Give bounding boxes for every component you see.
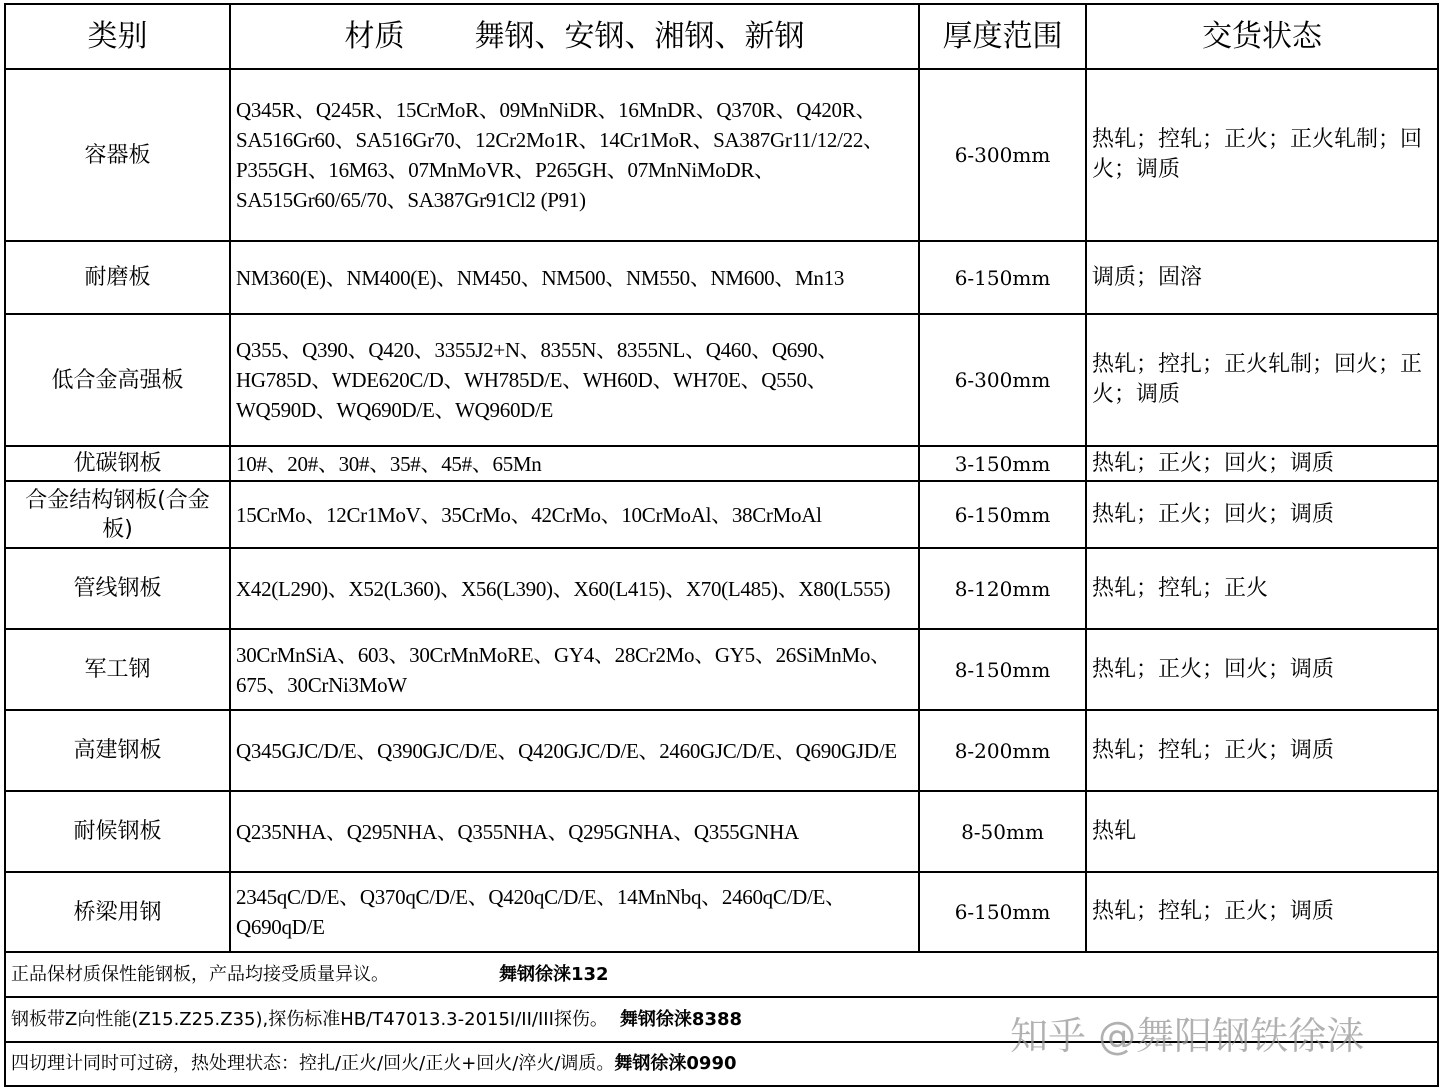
table-row — [5, 548, 1438, 629]
footer-signature: 舞钢徐涞132 — [499, 963, 609, 985]
thickness-cell: 8-120mm — [919, 548, 1086, 629]
header-mills: 舞钢、安钢、湘钢、新钢 — [474, 18, 805, 54]
category-cell: 军工钢 — [5, 629, 230, 710]
table-row — [5, 446, 1438, 481]
materials-cell: NM360(E)、NM400(E)、NM450、NM500、NM550、NM600、Mn13 — [230, 241, 919, 314]
thickness-cell: 6-150mm — [919, 872, 1086, 952]
category-cell: 合金结构钢板(合金板) — [5, 481, 230, 548]
category-cell: 容器板 — [5, 69, 230, 241]
delivery-cell: 热轧；控轧；正火；调质 — [1086, 872, 1438, 952]
footer-row — [5, 952, 1438, 997]
table-row — [5, 629, 1438, 710]
header-material — [230, 4, 919, 69]
category-cell: 耐候钢板 — [5, 791, 230, 872]
materials-cell: Q235NHA、Q295NHA、Q355NHA、Q295GNHA、Q355GNHA — [230, 791, 919, 872]
materials-cell: Q345GJC/D/E、Q390GJC/D/E、Q420GJC/D/E、2460GJC/D/E、Q690GJD/E — [230, 710, 919, 791]
thickness-cell: 6-150mm — [919, 241, 1086, 314]
header-thickness: 厚度范围 — [919, 4, 1086, 69]
footer-text: 四切理计同时可过磅，热处理状态：控扎/正火/回火/正火+回火/淬火/调质。 — [11, 1053, 615, 1074]
materials-cell: Q345R、Q245R、15CrMoR、09MnNiDR、16MnDR、Q370R、Q420R、SA516Gr60、SA516Gr70、12Cr2Mo1R、14Cr1MoR、SA387Gr11/12/22、P355GH、16M63、07MnMoVR、P265GH、07MnNiMoDR、SA515Gr60/65/70、SA387Gr91Cl2 (P91) — [230, 69, 919, 241]
category-cell: 管线钢板 — [5, 548, 230, 629]
footer-signature: 舞钢徐涞0990 — [614, 1053, 737, 1074]
materials-cell: 15CrMo、12Cr1MoV、35CrMo、42CrMo、10CrMoAl、38CrMoAl — [230, 481, 919, 548]
materials-cell: 30CrMnSiA、603、30CrMnMoRE、GY4、28Cr2Mo、GY5、26SiMnMo、675、30CrNi3MoW — [230, 629, 919, 710]
table-row — [5, 791, 1438, 872]
footer-text: 钢板带Z向性能(Z15.Z25.Z35),探伤标准HB/T47013.3-2015I/II/III探伤。 — [11, 1008, 608, 1030]
table-row — [5, 710, 1438, 791]
table-row — [5, 314, 1438, 446]
delivery-cell: 热轧；控轧；正火 — [1086, 548, 1438, 629]
delivery-cell: 热轧；控扎；正火轧制；回火；正火；调质 — [1086, 314, 1438, 446]
header-category: 类别 — [5, 4, 230, 69]
materials-cell: X42(L290)、X52(L360)、X56(L390)、X60(L415)、X70(L485)、X80(L555) — [230, 548, 919, 629]
thickness-cell: 6-300mm — [919, 69, 1086, 241]
steel-product-table — [4, 3, 1439, 1087]
category-cell: 低合金高强板 — [5, 314, 230, 446]
delivery-cell: 热轧；正火；回火；调质 — [1086, 481, 1438, 548]
table-row — [5, 69, 1438, 241]
delivery-cell: 调质；固溶 — [1086, 241, 1438, 314]
header-delivery: 交货状态 — [1086, 4, 1438, 69]
delivery-cell: 热轧；控轧；正火；调质 — [1086, 710, 1438, 791]
footer-signature: 舞钢徐涞8388 — [619, 1008, 743, 1030]
table-row — [5, 481, 1438, 548]
thickness-cell: 6-150mm — [919, 481, 1086, 548]
header-material-label: 材质 — [344, 18, 405, 54]
footer-note — [5, 952, 1438, 997]
delivery-cell: 热轧；正火；回火；调质 — [1086, 629, 1438, 710]
thickness-cell: 3-150mm — [919, 446, 1086, 481]
category-cell: 耐磨板 — [5, 241, 230, 314]
category-cell: 桥梁用钢 — [5, 872, 230, 952]
materials-cell: 2345qC/D/E、Q370qC/D/E、Q420qC/D/E、14MnNbq、2460qC/D/E、Q690qD/E — [230, 872, 919, 952]
thickness-cell: 8-200mm — [919, 710, 1086, 791]
table-row — [5, 872, 1438, 952]
watermark: 知乎 @舞阳钢铁徐涞 — [1010, 1014, 1365, 1058]
category-cell: 高建钢板 — [5, 710, 230, 791]
delivery-cell: 热轧；正火；回火；调质 — [1086, 446, 1438, 481]
header-row — [5, 4, 1438, 69]
materials-cell: Q355、Q390、Q420、3355J2+N、8355N、8355NL、Q460、Q690、HG785D、WDE620C/D、WH785D/E、WH60D、WH70E、Q550、WQ590D、WQ690D/E、WQ960D/E — [230, 314, 919, 446]
table-row — [5, 241, 1438, 314]
thickness-cell: 8-150mm — [919, 629, 1086, 710]
category-cell: 优碳钢板 — [5, 446, 230, 481]
footer-text: 正品保材质保性能钢板，产品均接受质量异议。 — [11, 963, 389, 985]
thickness-cell: 8-50mm — [919, 791, 1086, 872]
materials-cell: 10#、20#、30#、35#、45#、65Mn — [230, 446, 919, 481]
thickness-cell: 6-300mm — [919, 314, 1086, 446]
delivery-cell: 热轧；控轧；正火；正火轧制；回火；调质 — [1086, 69, 1438, 241]
delivery-cell: 热轧 — [1086, 791, 1438, 872]
